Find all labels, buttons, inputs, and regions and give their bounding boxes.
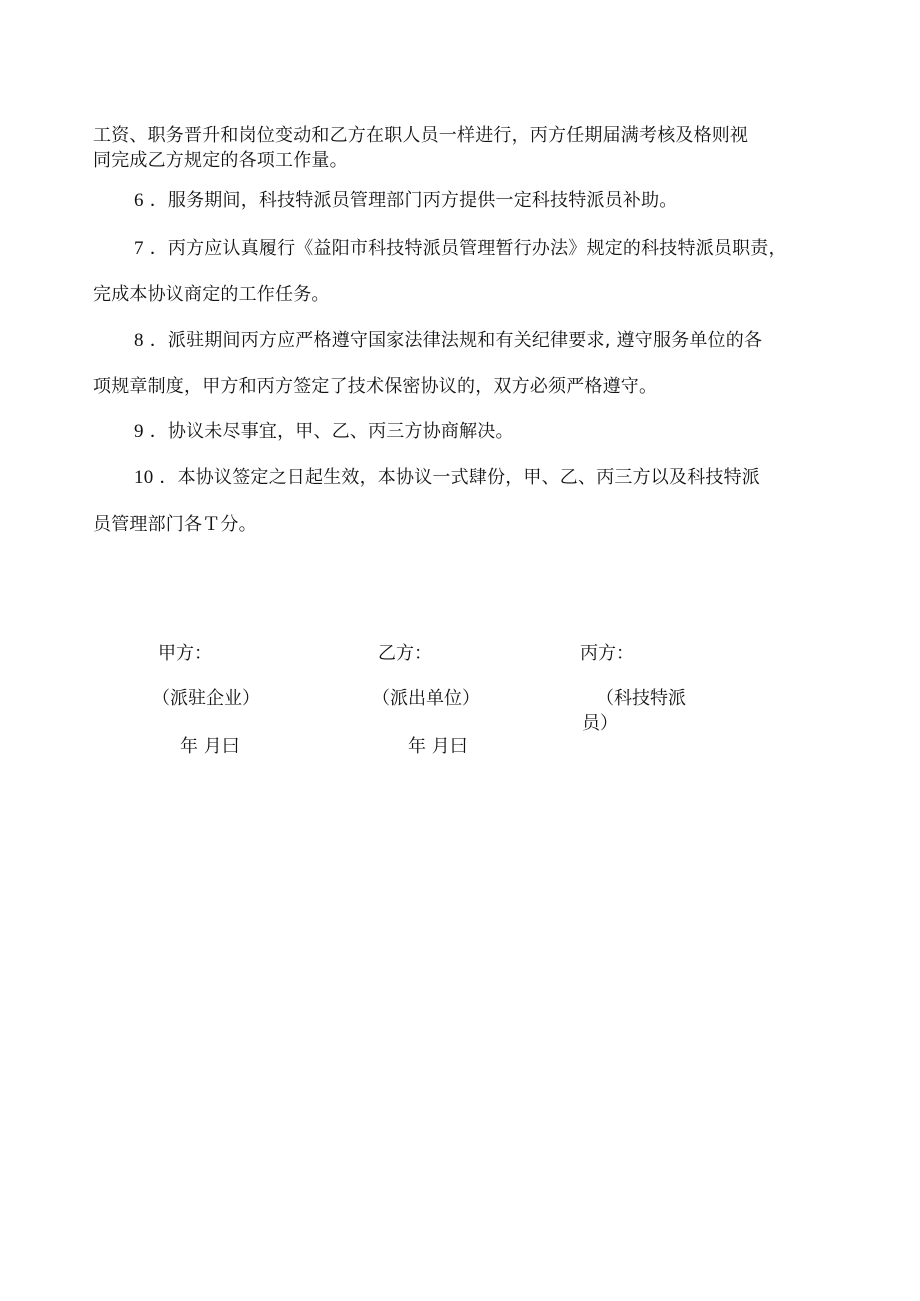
clause-8-text-1: ．派驻期间丙方应严格遵守国家法律法规和有关纪律要求, 遵守服务单位的各 bbox=[149, 330, 763, 351]
party-a-date: 年 月曰 bbox=[180, 736, 240, 757]
party-c-role-line-1: （科技特派 bbox=[596, 688, 686, 709]
clause-10-number: 10 bbox=[134, 467, 154, 488]
party-c-label: 丙方： bbox=[580, 643, 634, 664]
clause-8-text-2: 项规章制度，甲方和丙方签定了技术保密协议的，双方必须严格遵守。 bbox=[93, 376, 658, 397]
party-a-role: （派驻企业） bbox=[152, 688, 260, 709]
clause-8-number: 8 bbox=[134, 330, 144, 351]
para-cont-line-1: 工资、职务晋升和岗位变动和乙方在职人员一样进行，丙方任期届满考核及格则视 bbox=[93, 125, 749, 146]
clause-6 bbox=[134, 190, 678, 212]
party-b-label: 乙方： bbox=[378, 643, 432, 664]
party-b-date: 年 月曰 bbox=[408, 736, 468, 757]
party-b-role: （派出单位） bbox=[372, 688, 480, 709]
party-a-label: 甲方： bbox=[158, 643, 212, 664]
clause-10 bbox=[134, 467, 760, 489]
clause-9-text: ．协议未尽事宜，甲、乙、丙三方协商解决。 bbox=[149, 421, 514, 442]
para-cont-line-2: 同完成乙方规定的各项工作量。 bbox=[93, 150, 348, 171]
clause-6-number: 6 bbox=[134, 190, 144, 211]
party-c-role-line-2: 员） bbox=[582, 713, 618, 734]
clause-6-text: ．服务期间，科技特派员管理部门丙方提供一定科技特派员补助。 bbox=[149, 190, 678, 211]
clause-7 bbox=[134, 238, 787, 260]
clause-10-text-2: 员管理部门各Ｔ分。 bbox=[93, 514, 257, 535]
clause-8 bbox=[134, 330, 762, 352]
clause-7-number: 7 bbox=[134, 238, 144, 259]
clause-9 bbox=[134, 421, 514, 443]
clause-10-text-1: ．本协议签定之日起生效，本协议一式肆份，甲、乙、丙三方以及科技特派 bbox=[159, 467, 761, 488]
clause-7-text-2: 完成本协议商定的工作任务。 bbox=[93, 284, 330, 305]
clause-9-number: 9 bbox=[134, 421, 144, 442]
clause-7-text-1: ．丙方应认真履行《益阳市科技特派员管理暂行办法》规定的科技特派员职责， bbox=[149, 238, 787, 259]
